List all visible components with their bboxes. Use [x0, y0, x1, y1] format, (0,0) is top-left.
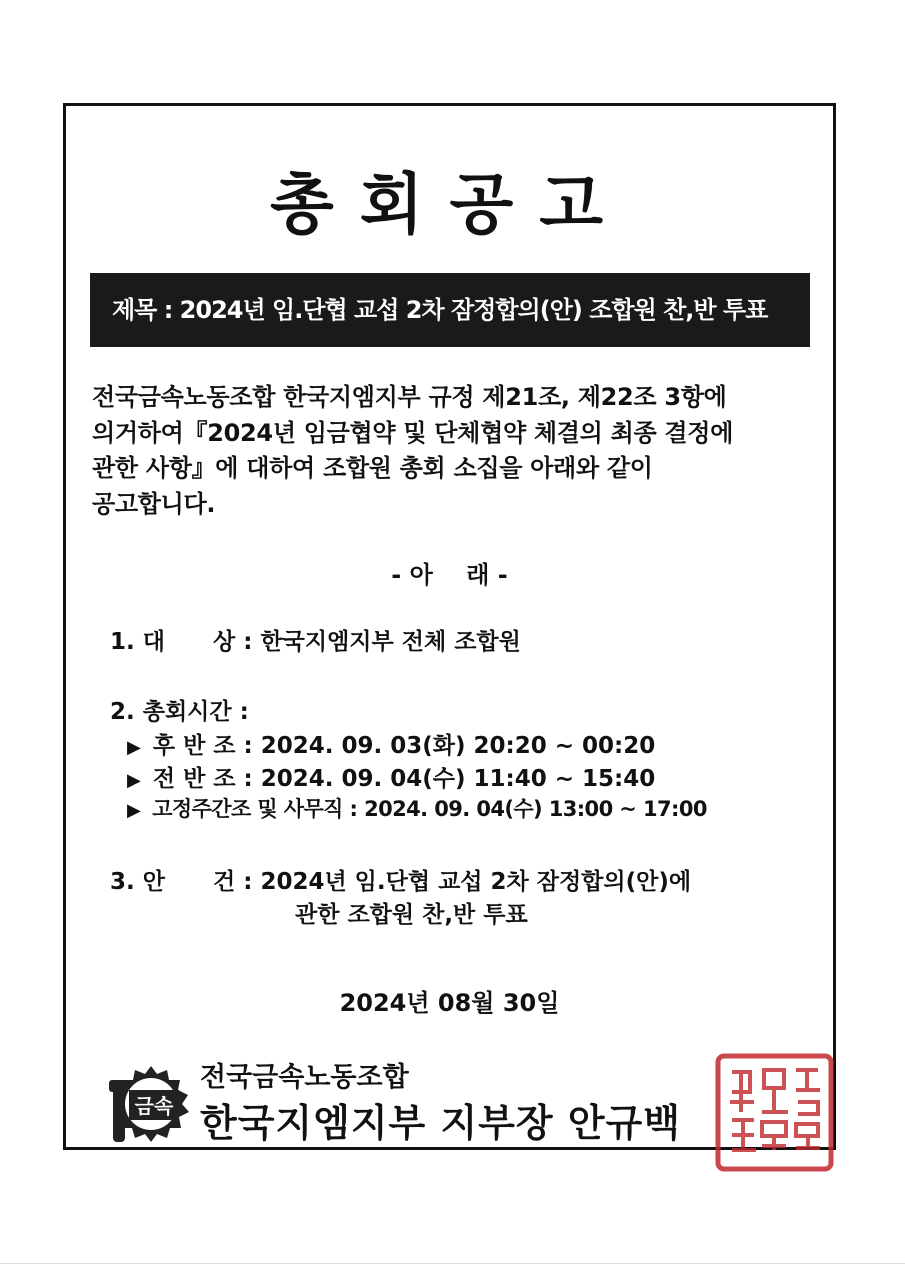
- intro-line: 공고합니다.: [92, 489, 216, 518]
- intro-line: 관한 사항』에 대하여 조합원 총회 소집을 아래와 같이: [92, 454, 653, 482]
- page-edge-line: [0, 1263, 905, 1264]
- subject-bar: [90, 273, 810, 347]
- schedule-label: 고정주간조 및 사무직 : 2024. 09. 04(수) 13:00 ~ 17:00: [152, 797, 707, 821]
- schedule-row: [127, 760, 655, 793]
- org-name: 전국금속노동조합: [200, 1062, 409, 1093]
- branch-signature: 한국지엠지부 지부장 안규백: [200, 1101, 681, 1145]
- intro-line: 의거하여『2024년 임금협약 및 단체협약 체결의 최종 결정에: [92, 418, 734, 447]
- logo-text: 금속: [134, 1094, 174, 1118]
- item-agenda-continued: 관한 조합원 찬,반 투표: [295, 902, 528, 928]
- union-logo: [105, 1060, 197, 1148]
- schedule-row: [127, 793, 707, 823]
- schedule-label: 후 반 조 : 2024. 09. 03(화) 20:20 ~ 00:20: [152, 733, 656, 759]
- item-time-label: 2. 총회시간 :: [110, 699, 249, 725]
- intro-paragraph: [92, 380, 822, 522]
- subject-text: 제목 : 2024년 임.단협 교섭 2차 잠정합의(안) 조합원 찬,반 투표: [112, 296, 768, 324]
- triangle-bullet-icon: ▶: [127, 800, 141, 821]
- seal-text: 한국지엠지부지부장인: [712, 1050, 722, 1051]
- intro-line: 전국금속노동조합 한국지엠지부 규정 제21조, 제22조 3항에: [92, 383, 727, 411]
- official-seal-stamp: [712, 1050, 837, 1175]
- section-heading-arae: - 아 래 -: [391, 561, 508, 589]
- notice-title: 총회공고: [269, 166, 630, 243]
- triangle-bullet-icon: ▶: [127, 737, 141, 758]
- schedule-row: [127, 727, 655, 760]
- item-target: 1. 대 상 : 한국지엠지부 전체 조합원: [110, 629, 521, 655]
- schedule-label: 전 반 조 : 2024. 09. 04(수) 11:40 ~ 15:40: [152, 766, 656, 792]
- item-agenda: 3. 안 건 : 2024년 임.단협 교섭 2차 잠정합의(안)에: [110, 869, 692, 895]
- triangle-bullet-icon: ▶: [127, 770, 141, 791]
- notice-date: 2024년 08월 30일: [339, 989, 560, 1017]
